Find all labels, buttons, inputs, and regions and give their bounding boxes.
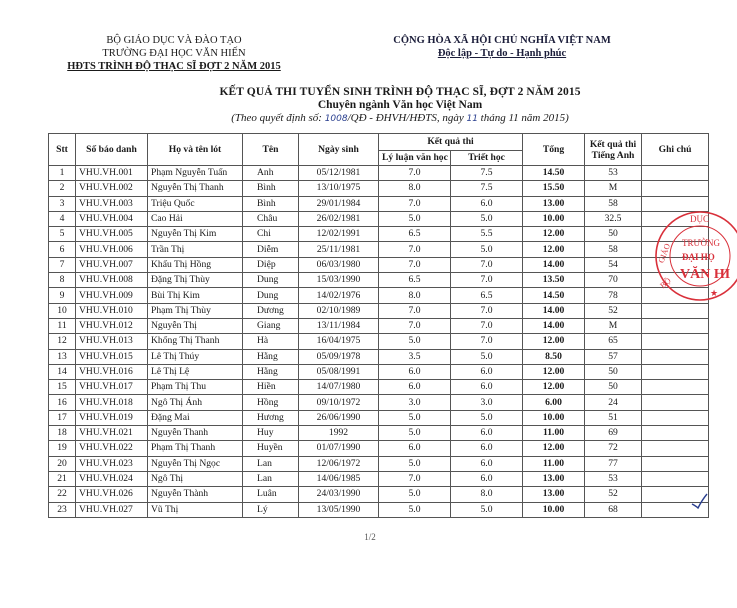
table-row <box>49 273 709 288</box>
cell-tong: 12.00 <box>523 441 585 456</box>
cell-triet-hoc: 3.0 <box>451 395 523 410</box>
table-row <box>49 303 709 318</box>
cell-ngay-sinh: 16/04/1975 <box>299 334 379 349</box>
cell-triet-hoc: 5.0 <box>451 502 523 517</box>
cell-sbd: VHU.VH.005 <box>76 227 148 242</box>
seal-line-2: ĐẠI HỌ <box>682 252 715 262</box>
cell-ten: Bình <box>243 196 299 211</box>
cell-sbd: VHU.VH.015 <box>76 349 148 364</box>
cell-ho-ten-lot: Nguyễn Thị Thanh <box>148 181 243 196</box>
cell-tong: 12.00 <box>523 242 585 257</box>
cell-sbd: VHU.VH.010 <box>76 303 148 318</box>
seal-text-bottom-left: BỘ <box>658 276 673 291</box>
cell-tieng-anh: 24 <box>585 395 642 410</box>
cell-ghi-chu <box>642 456 709 471</box>
cell-ly-luan: 5.0 <box>379 426 451 441</box>
table-row <box>49 364 709 379</box>
cell-triet-hoc: 7.0 <box>451 257 523 272</box>
cell-ho-ten-lot: Cao Hải <box>148 211 243 226</box>
cell-ly-luan: 5.0 <box>379 502 451 517</box>
col-ten: Tên <box>243 134 299 166</box>
cell-tong: 6.00 <box>523 395 585 410</box>
cell-ngay-sinh: 26/02/1981 <box>299 211 379 226</box>
cell-tieng-anh: 52 <box>585 303 642 318</box>
cell-ten: Lan <box>243 456 299 471</box>
cell-ghi-chu <box>642 380 709 395</box>
cell-triet-hoc: 6.0 <box>451 364 523 379</box>
table-row <box>49 318 709 333</box>
cell-sbd: VHU.VH.022 <box>76 441 148 456</box>
cell-sbd: VHU.VH.023 <box>76 456 148 471</box>
cell-tieng-anh: 70 <box>585 273 642 288</box>
cell-ho-ten-lot: Bùi Thị Kim <box>148 288 243 303</box>
cell-triet-hoc: 8.0 <box>451 487 523 502</box>
cell-stt: 2 <box>49 181 76 196</box>
cell-ngay-sinh: 06/03/1980 <box>299 257 379 272</box>
cell-stt: 12 <box>49 334 76 349</box>
cell-ten: Dung <box>243 288 299 303</box>
table-row <box>49 487 709 502</box>
cell-sbd: VHU.VH.002 <box>76 181 148 196</box>
col-ghi-chu: Ghi chú <box>642 134 709 166</box>
col-ly-luan: Lý luận văn học <box>379 151 451 166</box>
cell-sbd: VHU.VH.012 <box>76 318 148 333</box>
cell-tong: 12.00 <box>523 364 585 379</box>
cell-sbd: VHU.VH.003 <box>76 196 148 211</box>
cell-ngay-sinh: 13/05/1990 <box>299 502 379 517</box>
decision-line <box>60 112 737 124</box>
cell-ho-ten-lot: Ngô Thị <box>148 471 243 486</box>
cell-triet-hoc: 6.0 <box>451 441 523 456</box>
cell-triet-hoc: 5.0 <box>451 410 523 425</box>
cell-ten: Dung <box>243 273 299 288</box>
cell-stt: 9 <box>49 288 76 303</box>
cell-ngay-sinh: 05/12/1981 <box>299 166 379 181</box>
cell-sbd: VHU.VH.009 <box>76 288 148 303</box>
cell-ten: Chi <box>243 227 299 242</box>
cell-ly-luan: 6.5 <box>379 273 451 288</box>
cell-stt: 10 <box>49 303 76 318</box>
table-row <box>49 227 709 242</box>
cell-ten: Hằng <box>243 349 299 364</box>
cell-ngay-sinh: 14/02/1976 <box>299 288 379 303</box>
table-row <box>49 441 709 456</box>
cell-tieng-anh: 53 <box>585 471 642 486</box>
document-title: KẾT QUẢ THI TUYỂN SINH TRÌNH ĐỘ THẠC SĨ, ĐỢT 2 NĂM 2015 <box>219 86 581 98</box>
cell-stt: 23 <box>49 502 76 517</box>
cell-ngay-sinh: 12/02/1991 <box>299 227 379 242</box>
cell-ly-luan: 8.0 <box>379 181 451 196</box>
seal-text-top: DỤC <box>690 214 710 224</box>
cell-ghi-chu <box>642 364 709 379</box>
cell-sbd: VHU.VH.004 <box>76 211 148 226</box>
cell-stt: 21 <box>49 471 76 486</box>
cell-sbd: VHU.VH.007 <box>76 257 148 272</box>
cell-ghi-chu <box>642 426 709 441</box>
cell-ten: Hiền <box>243 380 299 395</box>
cell-sbd: VHU.VH.021 <box>76 426 148 441</box>
document-major: Chuyên ngành Văn học Việt Nam <box>317 99 483 111</box>
cell-tieng-anh: 58 <box>585 196 642 211</box>
table-row <box>49 181 709 196</box>
cell-ho-ten-lot: Phạm Thị Thùy <box>148 303 243 318</box>
cell-ho-ten-lot: Khấu Thị Hồng <box>148 257 243 272</box>
col-tieng-anh: Kết quả thi Tiếng Anh <box>585 134 642 166</box>
page-number: 1/2 <box>364 532 376 542</box>
cell-tieng-anh: 50 <box>585 364 642 379</box>
cell-triet-hoc: 6.0 <box>451 471 523 486</box>
cell-tong: 10.00 <box>523 410 585 425</box>
cell-stt: 15 <box>49 380 76 395</box>
cell-tieng-anh: 72 <box>585 441 642 456</box>
cell-triet-hoc: 6.0 <box>451 456 523 471</box>
cell-tong: 8.50 <box>523 349 585 364</box>
table-row <box>49 395 709 410</box>
cell-ly-luan: 5.0 <box>379 410 451 425</box>
republic-name: CỘNG HÒA XÃ HỘI CHỦ NGHĨA VIỆT NAM <box>393 35 611 46</box>
cell-ly-luan: 6.5 <box>379 227 451 242</box>
cell-tieng-anh: 78 <box>585 288 642 303</box>
cell-ghi-chu <box>642 410 709 425</box>
table-row <box>49 242 709 257</box>
cell-triet-hoc: 5.0 <box>451 242 523 257</box>
cell-ngay-sinh: 14/06/1985 <box>299 471 379 486</box>
table-row <box>49 410 709 425</box>
cell-ngay-sinh: 01/07/1990 <box>299 441 379 456</box>
cell-ho-ten-lot: Phạm Nguyễn Tuấn <box>148 166 243 181</box>
cell-ho-ten-lot: Vũ Thị <box>148 502 243 517</box>
header-left-block <box>58 34 290 73</box>
cell-ly-luan: 7.0 <box>379 471 451 486</box>
cell-triet-hoc: 7.0 <box>451 273 523 288</box>
cell-ghi-chu <box>642 349 709 364</box>
cell-stt: 11 <box>49 318 76 333</box>
cell-ly-luan: 7.0 <box>379 318 451 333</box>
cell-ghi-chu <box>642 334 709 349</box>
cell-ghi-chu <box>642 395 709 410</box>
cell-tieng-anh: 54 <box>585 257 642 272</box>
cell-ly-luan: 5.0 <box>379 334 451 349</box>
header-right-block <box>372 34 632 60</box>
cell-tong: 13.00 <box>523 487 585 502</box>
cell-sbd: VHU.VH.006 <box>76 242 148 257</box>
cell-tong: 15.50 <box>523 181 585 196</box>
cell-ghi-chu <box>642 166 709 181</box>
cell-ten: Huy <box>243 426 299 441</box>
cell-ngay-sinh: 24/03/1990 <box>299 487 379 502</box>
cell-triet-hoc: 7.5 <box>451 181 523 196</box>
decision-suffix: tháng 11 năm 2015) <box>477 112 569 124</box>
cell-stt: 5 <box>49 227 76 242</box>
cell-tieng-anh: M <box>585 318 642 333</box>
cell-ten: Hà <box>243 334 299 349</box>
cell-ten: Giang <box>243 318 299 333</box>
cell-tong: 13.00 <box>523 196 585 211</box>
cell-triet-hoc: 6.0 <box>451 380 523 395</box>
cell-tong: 14.00 <box>523 257 585 272</box>
results-table <box>48 133 709 518</box>
cell-sbd: VHU.VH.026 <box>76 487 148 502</box>
cell-ho-ten-lot: Lê Thị Lệ <box>148 364 243 379</box>
cell-ho-ten-lot: Nguyễn Thị Kim <box>148 227 243 242</box>
col-ket-qua-thi: Kết quả thi <box>379 134 523 151</box>
cell-tong: 11.00 <box>523 426 585 441</box>
cell-sbd: VHU.VH.024 <box>76 471 148 486</box>
cell-tong: 12.00 <box>523 227 585 242</box>
cell-ho-ten-lot: Đặng Mai <box>148 410 243 425</box>
table-row <box>49 349 709 364</box>
col-stt: Stt <box>49 134 76 166</box>
cell-ly-luan: 7.0 <box>379 196 451 211</box>
cell-stt: 8 <box>49 273 76 288</box>
cell-tieng-anh: 65 <box>585 334 642 349</box>
col-sbd: Số báo danh <box>76 134 148 166</box>
cell-sbd: VHU.VH.008 <box>76 273 148 288</box>
cell-triet-hoc: 6.5 <box>451 288 523 303</box>
cell-ten: Bình <box>243 181 299 196</box>
cell-ho-ten-lot: Nguyễn Thanh <box>148 426 243 441</box>
university-name: TRƯỜNG ĐẠI HỌC VĂN HIẾN <box>102 48 246 59</box>
cell-stt: 17 <box>49 410 76 425</box>
cell-tieng-anh: 51 <box>585 410 642 425</box>
cell-stt: 19 <box>49 441 76 456</box>
cell-ly-luan: 5.0 <box>379 211 451 226</box>
table-row <box>49 380 709 395</box>
table-row <box>49 288 709 303</box>
table-row <box>49 426 709 441</box>
cell-ten: Hồng <box>243 395 299 410</box>
cell-tieng-anh: 77 <box>585 456 642 471</box>
cell-tieng-anh: 52 <box>585 487 642 502</box>
cell-ngay-sinh: 26/06/1990 <box>299 410 379 425</box>
cell-ho-ten-lot: Ngô Thị Ánh <box>148 395 243 410</box>
cell-stt: 6 <box>49 242 76 257</box>
cell-ghi-chu <box>642 441 709 456</box>
cell-ten: Diễm <box>243 242 299 257</box>
cell-ten: Châu <box>243 211 299 226</box>
table-row <box>49 196 709 211</box>
col-ngay-sinh: Ngày sinh <box>299 134 379 166</box>
seal-text-left: GIÁO <box>656 242 672 265</box>
cell-tieng-anh: 32.5 <box>585 211 642 226</box>
cell-ngay-sinh: 05/09/1978 <box>299 349 379 364</box>
table-row <box>49 334 709 349</box>
cell-ten: Lan <box>243 471 299 486</box>
cell-tieng-anh: 53 <box>585 166 642 181</box>
cell-ten: Lý <box>243 502 299 517</box>
cell-ten: Dương <box>243 303 299 318</box>
cell-ho-ten-lot: Nguyễn Thành <box>148 487 243 502</box>
cell-triet-hoc: 7.0 <box>451 303 523 318</box>
cell-sbd: VHU.VH.013 <box>76 334 148 349</box>
table-row <box>49 211 709 226</box>
cell-stt: 7 <box>49 257 76 272</box>
cell-ngay-sinh: 02/10/1989 <box>299 303 379 318</box>
cell-stt: 18 <box>49 426 76 441</box>
cell-ngay-sinh: 09/10/1972 <box>299 395 379 410</box>
cell-ho-ten-lot: Đặng Thị Thùy <box>148 273 243 288</box>
cell-ly-luan: 7.0 <box>379 242 451 257</box>
cell-ly-luan: 6.0 <box>379 441 451 456</box>
col-triet-hoc: Triết học <box>451 151 523 166</box>
seal-star-icon: ★ <box>710 289 719 299</box>
col-tong: Tổng <box>523 134 585 166</box>
cell-ten: Luân <box>243 487 299 502</box>
col-ho-ten-lot: Họ và tên lót <box>148 134 243 166</box>
cell-ly-luan: 7.0 <box>379 303 451 318</box>
cell-stt: 16 <box>49 395 76 410</box>
decision-number-handwritten: 1008 <box>324 114 348 124</box>
cell-ly-luan: 6.0 <box>379 380 451 395</box>
cell-stt: 13 <box>49 349 76 364</box>
cell-stt: 22 <box>49 487 76 502</box>
cell-ly-luan: 5.0 <box>379 487 451 502</box>
cell-tong: 11.00 <box>523 456 585 471</box>
cell-ngay-sinh: 14/07/1980 <box>299 380 379 395</box>
handwritten-tick-icon <box>690 492 708 510</box>
cell-ngay-sinh: 1992 <box>299 426 379 441</box>
cell-ten: Diệp <box>243 257 299 272</box>
cell-triet-hoc: 5.5 <box>451 227 523 242</box>
cell-sbd: VHU.VH.016 <box>76 364 148 379</box>
cell-tong: 14.00 <box>523 318 585 333</box>
cell-ghi-chu <box>642 181 709 196</box>
cell-tong: 12.00 <box>523 334 585 349</box>
cell-ngay-sinh: 15/03/1990 <box>299 273 379 288</box>
cell-tong: 10.00 <box>523 502 585 517</box>
cell-ho-ten-lot: Triệu Quốc <box>148 196 243 211</box>
cell-stt: 3 <box>49 196 76 211</box>
cell-sbd: VHU.VH.001 <box>76 166 148 181</box>
university-seal <box>652 208 737 304</box>
cell-ngay-sinh: 25/11/1981 <box>299 242 379 257</box>
cell-stt: 20 <box>49 456 76 471</box>
cell-ho-ten-lot: Khổng Thị Thanh <box>148 334 243 349</box>
cell-ho-ten-lot: Nguyễn Thị <box>148 318 243 333</box>
cell-ho-ten-lot: Nguyễn Thị Ngọc <box>148 456 243 471</box>
cell-triet-hoc: 5.0 <box>451 211 523 226</box>
cell-ngay-sinh: 29/01/1984 <box>299 196 379 211</box>
cell-ten: Anh <box>243 166 299 181</box>
table-row <box>49 471 709 486</box>
table-row <box>49 166 709 181</box>
cell-ten: Hương <box>243 410 299 425</box>
table-header-row <box>49 134 709 151</box>
cell-tong: 14.50 <box>523 166 585 181</box>
cell-ly-luan: 3.0 <box>379 395 451 410</box>
cell-ngay-sinh: 13/10/1975 <box>299 181 379 196</box>
seal-line-3: VĂN HI <box>680 267 731 282</box>
cell-sbd: VHU.VH.017 <box>76 380 148 395</box>
council-name: HĐTS TRÌNH ĐỘ THẠC SĨ ĐỢT 2 NĂM 2015 <box>67 61 281 72</box>
cell-sbd: VHU.VH.027 <box>76 502 148 517</box>
cell-ho-ten-lot: Trần Thị <box>148 242 243 257</box>
cell-sbd: VHU.VH.019 <box>76 410 148 425</box>
cell-ly-luan: 8.0 <box>379 288 451 303</box>
cell-ly-luan: 3.5 <box>379 349 451 364</box>
cell-ghi-chu <box>642 471 709 486</box>
cell-triet-hoc: 6.0 <box>451 426 523 441</box>
cell-ghi-chu <box>642 318 709 333</box>
ministry-name: BỘ GIÁO DỤC VÀ ĐÀO TẠO <box>106 35 242 46</box>
decision-prefix: (Theo quyết định số: <box>231 112 325 124</box>
table-row <box>49 502 709 517</box>
cell-tong: 13.50 <box>523 273 585 288</box>
cell-tieng-anh: 68 <box>585 502 642 517</box>
cell-ghi-chu <box>642 303 709 318</box>
cell-ten: Huyền <box>243 441 299 456</box>
cell-ngay-sinh: 12/06/1972 <box>299 456 379 471</box>
cell-triet-hoc: 7.5 <box>451 166 523 181</box>
cell-tong: 13.00 <box>523 471 585 486</box>
decision-day-handwritten: 11 <box>466 114 478 124</box>
cell-ly-luan: 7.0 <box>379 257 451 272</box>
cell-ten: Hằng <box>243 364 299 379</box>
cell-triet-hoc: 7.0 <box>451 318 523 333</box>
cell-ho-ten-lot: Phạm Thị Thu <box>148 380 243 395</box>
cell-ho-ten-lot: Phạm Thị Thanh <box>148 441 243 456</box>
national-motto: Độc lập - Tự do - Hạnh phúc <box>437 48 567 59</box>
cell-sbd: VHU.VH.018 <box>76 395 148 410</box>
cell-tong: 12.00 <box>523 380 585 395</box>
table-row <box>49 257 709 272</box>
cell-ngay-sinh: 13/11/1984 <box>299 318 379 333</box>
cell-triet-hoc: 5.0 <box>451 349 523 364</box>
cell-triet-hoc: 7.0 <box>451 334 523 349</box>
decision-mid: /QĐ - ĐHVH/HĐTS, ngày <box>347 112 467 124</box>
cell-tong: 10.00 <box>523 211 585 226</box>
cell-tieng-anh: 69 <box>585 426 642 441</box>
cell-stt: 4 <box>49 211 76 226</box>
cell-tieng-anh: M <box>585 181 642 196</box>
cell-tieng-anh: 50 <box>585 227 642 242</box>
cell-ho-ten-lot: Lê Thị Thúy <box>148 349 243 364</box>
cell-ly-luan: 6.0 <box>379 364 451 379</box>
cell-tong: 14.00 <box>523 303 585 318</box>
cell-tieng-anh: 58 <box>585 242 642 257</box>
cell-ngay-sinh: 05/08/1991 <box>299 364 379 379</box>
cell-tieng-anh: 50 <box>585 380 642 395</box>
cell-triet-hoc: 6.0 <box>451 196 523 211</box>
seal-line-1: TRƯỜNG <box>682 238 720 248</box>
cell-tieng-anh: 57 <box>585 349 642 364</box>
table-row <box>49 456 709 471</box>
cell-ly-luan: 5.0 <box>379 456 451 471</box>
cell-stt: 14 <box>49 364 76 379</box>
cell-ly-luan: 7.0 <box>379 166 451 181</box>
cell-stt: 1 <box>49 166 76 181</box>
cell-tong: 14.50 <box>523 288 585 303</box>
